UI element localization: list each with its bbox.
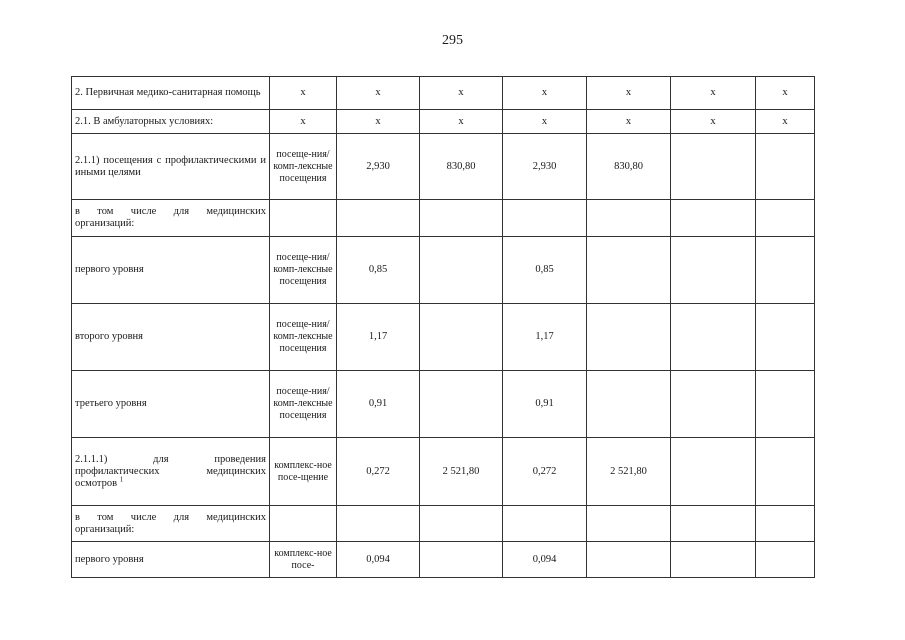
value-cell: x <box>671 110 756 134</box>
value-cell <box>337 506 420 542</box>
value-cell <box>671 371 756 438</box>
value-cell: 1,17 <box>503 304 587 371</box>
unit-cell: x <box>270 110 337 134</box>
value-cell: x <box>587 77 671 110</box>
value-cell <box>671 237 756 304</box>
value-cell <box>587 200 671 237</box>
value-cell: x <box>420 110 503 134</box>
value-cell: 0,91 <box>503 371 587 438</box>
unit-cell: x <box>270 77 337 110</box>
row-name-text: 2.1.1.1) для проведения профилактических медицинских осмотров <box>75 453 266 489</box>
row-name: 2.1.1) посещения с профилактическими и иными целями <box>72 134 270 200</box>
table-row <box>72 110 815 134</box>
value-cell <box>420 542 503 578</box>
value-cell: x <box>337 110 420 134</box>
unit-cell: посеще-ния/комп-лексные посещения <box>270 134 337 200</box>
value-cell <box>671 438 756 506</box>
value-cell: 0,85 <box>503 237 587 304</box>
unit-cell: посеще-ния/комп-лексные посещения <box>270 304 337 371</box>
value-cell: x <box>503 77 587 110</box>
value-cell: x <box>503 110 587 134</box>
value-cell <box>671 134 756 200</box>
value-cell <box>420 200 503 237</box>
unit-cell: комплекс-ное посе- <box>270 542 337 578</box>
value-cell <box>420 371 503 438</box>
value-cell: x <box>756 77 815 110</box>
value-cell <box>420 506 503 542</box>
value-cell: 2 521,80 <box>587 438 671 506</box>
footnote-mark: 1 <box>119 475 124 483</box>
value-cell: 0,094 <box>503 542 587 578</box>
value-cell: x <box>756 110 815 134</box>
unit-cell <box>270 200 337 237</box>
value-cell: 830,80 <box>587 134 671 200</box>
table-row <box>72 134 815 200</box>
table-row <box>72 371 815 438</box>
value-cell <box>337 200 420 237</box>
value-cell <box>671 542 756 578</box>
value-cell <box>671 506 756 542</box>
value-cell <box>756 134 815 200</box>
value-cell: 0,85 <box>337 237 420 304</box>
row-name: 2. Первичная медико-санитарная помощь <box>72 77 270 110</box>
value-cell: 2,930 <box>503 134 587 200</box>
value-cell <box>503 200 587 237</box>
value-cell <box>420 304 503 371</box>
row-name: первого уровня <box>72 542 270 578</box>
row-name: в том числе для медицинских организаций: <box>72 200 270 237</box>
value-cell <box>756 506 815 542</box>
value-cell <box>756 542 815 578</box>
row-name: первого уровня <box>72 237 270 304</box>
unit-cell <box>270 506 337 542</box>
value-cell <box>756 438 815 506</box>
table-row <box>72 506 815 542</box>
value-cell: 0,91 <box>337 371 420 438</box>
table-row <box>72 438 815 506</box>
table-row <box>72 200 815 237</box>
tariff-table <box>71 76 815 578</box>
value-cell <box>587 506 671 542</box>
row-name: в том числе для медицинских организаций: <box>72 506 270 542</box>
value-cell: 1,17 <box>337 304 420 371</box>
value-cell <box>756 200 815 237</box>
table-row <box>72 304 815 371</box>
row-name: 2.1. В амбулаторных условиях: <box>72 110 270 134</box>
value-cell <box>671 304 756 371</box>
value-cell <box>756 371 815 438</box>
unit-cell: комплекс-ное посе-щение <box>270 438 337 506</box>
value-cell <box>587 237 671 304</box>
value-cell: x <box>337 77 420 110</box>
value-cell: x <box>671 77 756 110</box>
value-cell <box>756 237 815 304</box>
unit-cell: посеще-ния/комп-лексные посещения <box>270 237 337 304</box>
value-cell: 2 521,80 <box>420 438 503 506</box>
value-cell: 0,272 <box>503 438 587 506</box>
row-name: третьего уровня <box>72 371 270 438</box>
value-cell <box>587 304 671 371</box>
value-cell <box>587 371 671 438</box>
unit-cell: посеще-ния/комп-лексные посещения <box>270 371 337 438</box>
value-cell <box>420 237 503 304</box>
table-row <box>72 237 815 304</box>
value-cell <box>587 542 671 578</box>
row-name <box>72 438 270 506</box>
value-cell: 830,80 <box>420 134 503 200</box>
value-cell: x <box>420 77 503 110</box>
value-cell <box>671 200 756 237</box>
value-cell: 0,272 <box>337 438 420 506</box>
value-cell <box>503 506 587 542</box>
row-name: второго уровня <box>72 304 270 371</box>
value-cell: 0,094 <box>337 542 420 578</box>
table-row <box>72 542 815 578</box>
value-cell: 2,930 <box>337 134 420 200</box>
page-number: 295 <box>442 33 463 48</box>
value-cell: x <box>587 110 671 134</box>
value-cell <box>756 304 815 371</box>
table-row <box>72 77 815 110</box>
